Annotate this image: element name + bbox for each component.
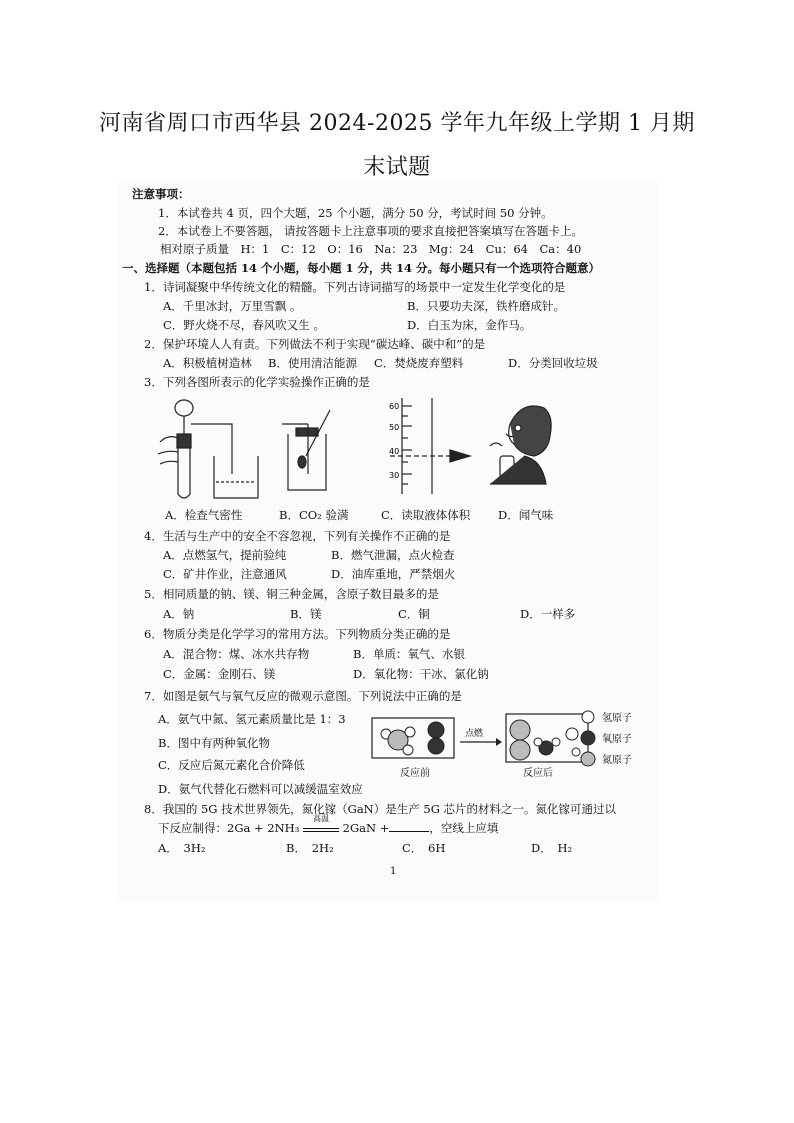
q3-figure-a	[158, 400, 258, 498]
q8-products: 2GaN +	[342, 821, 390, 835]
q5-option-b: B．镁	[290, 607, 322, 621]
q6-option-c: C．金属：金刚石、镁	[163, 667, 276, 681]
q1-option-a: A．千里冰封，万里雪飘 。	[163, 299, 302, 313]
q7-option-a: A．氨气中氮、氢元素质量比是 1：3	[158, 712, 346, 726]
q2-option-a: A．积极植树造林	[163, 356, 252, 370]
notice-item-2: 2．本试卷上不要答题， 请按答题卡上注意事项的要求直接把答案填写在答题卡上。	[158, 224, 583, 238]
q8-blank	[389, 821, 429, 832]
legend-nitrogen: 氮原子	[602, 755, 632, 766]
q5-option-c: C．铜	[398, 607, 430, 621]
q7-before-label: 反应前	[400, 768, 430, 779]
q4-option-c: C．矿井作业，注意通风	[163, 567, 287, 581]
q3-option-a: A．检查气密性	[165, 508, 243, 522]
q7-option-b: B．图中有两种氧化物	[158, 736, 270, 750]
q8-equation-line	[158, 814, 499, 836]
notice-item-1: 1．本试卷共 4 页，四个大题，25 个小题，满分 50 分，考试时间 50 分钟。	[158, 206, 553, 220]
scale-30: 30	[389, 471, 400, 480]
q5-option-a: A．钠	[163, 607, 195, 621]
page-title-line1: 河南省周口市西华县 2024-2025 学年九年级上学期 1 月期	[99, 111, 695, 136]
q8-condition-sign	[303, 814, 339, 832]
q8-condition: 高温	[312, 814, 329, 823]
q8-reactants: 下反应制得：2Ga + 2NH₃	[158, 821, 300, 835]
q3-stem: 3．下列各图所表示的化学实验操作正确的是	[144, 375, 370, 389]
q8-stem: 8．我国的 5G 技术世界领先，氮化镓（GaN）是生产 5G 芯片的材料之一。氮化镓可通过以	[144, 802, 617, 816]
q7-option-d: D．氨气代替化石燃料可以减缓温室效应	[158, 782, 363, 796]
q3-figure-b	[282, 410, 330, 490]
q1-option-b: B．只要功夫深，铁杵磨成针。	[407, 299, 565, 313]
q6-stem: 6．物质分类是化学学习的常用方法。下列物质分类正确的是	[144, 627, 451, 641]
q7-stem: 7．如图是氨气与氧气反应的微观示意图。下列说法中正确的是	[144, 689, 462, 703]
q6-option-d: D．氧化物：干冰、氯化钠	[353, 667, 489, 681]
q8-option-d: D． H₂	[531, 841, 573, 855]
q1-option-c: C．野火烧不尽，春风吹又生 。	[163, 318, 325, 332]
q4-option-a: A．点燃氢气，提前验纯	[163, 548, 287, 562]
q3-option-c: C．读取液体体积	[381, 508, 471, 522]
q7-option-c: C．反应后氮元素化合价降低	[158, 758, 305, 772]
legend-hydrogen: 氢原子	[602, 713, 632, 724]
q8-option-a: A． 3H₂	[158, 841, 206, 855]
q7-after-label: 反应后	[523, 768, 553, 779]
q2-stem: 2．保护环境人人有责。下列做法不利于实现“碳达峰、碳中和”的是	[144, 337, 486, 351]
scale-50: 50	[389, 423, 400, 432]
q8-option-b: B． 2H₂	[286, 841, 334, 855]
q1-stem: 1．诗词凝聚中华传统文化的精髓。下列古诗词描写的场景中一定发生化学变化的是	[144, 280, 566, 294]
q5-stem: 5．相同质量的钠、镁、铜三种金属，含原子数目最多的是	[144, 587, 439, 601]
q4-option-b: B．燃气泄漏，点火检查	[331, 548, 455, 562]
notice-heading: 注意事项：	[132, 187, 190, 201]
q4-stem: 4．生活与生产中的安全不容忽视，下列有关操作不正确的是	[144, 529, 451, 543]
q8-option-c: C． 6H	[402, 841, 446, 855]
scale-60: 60	[389, 402, 400, 411]
q3-figure-c	[390, 398, 470, 494]
q8-tail: ，空线上应填	[429, 821, 499, 835]
page-title-line2: 末试题	[363, 155, 431, 180]
q1-option-d: D．白玉为床，金作马。	[407, 318, 532, 332]
q5-option-d: D．一样多	[520, 607, 576, 621]
atomic-mass-line: 相对原子质量 H：1 C：12 O：16 Na：23 Mg：24 Cu：64 Ca：40	[160, 242, 582, 256]
scale-40: 40	[389, 447, 400, 456]
page-number: 1	[390, 866, 397, 877]
q3-option-d: D．闻气味	[498, 508, 554, 522]
q6-option-b: B．单质：氧气、水银	[353, 647, 465, 661]
section1-heading: 一、选择题（本题包括 14 个小题，每小题 1 分，共 14 分。每小题只有一个选项符合题意）	[122, 261, 601, 275]
q3-figure-d	[490, 406, 551, 484]
q4-option-d: D．油库重地，严禁烟火	[331, 567, 456, 581]
q6-option-a: A．混合物：煤、冰水共存物	[163, 647, 310, 661]
q2-option-b: B．使用清洁能源	[268, 356, 357, 370]
q2-option-d: D．分类回收垃圾	[508, 356, 598, 370]
q7-arrow-label: 点燃	[465, 729, 484, 739]
q3-option-b: B．CO₂ 验满	[279, 508, 349, 522]
q2-option-c: C．焚烧废弃塑料	[374, 356, 464, 370]
legend-oxygen: 氧原子	[602, 734, 632, 745]
q3-figures	[150, 394, 560, 504]
